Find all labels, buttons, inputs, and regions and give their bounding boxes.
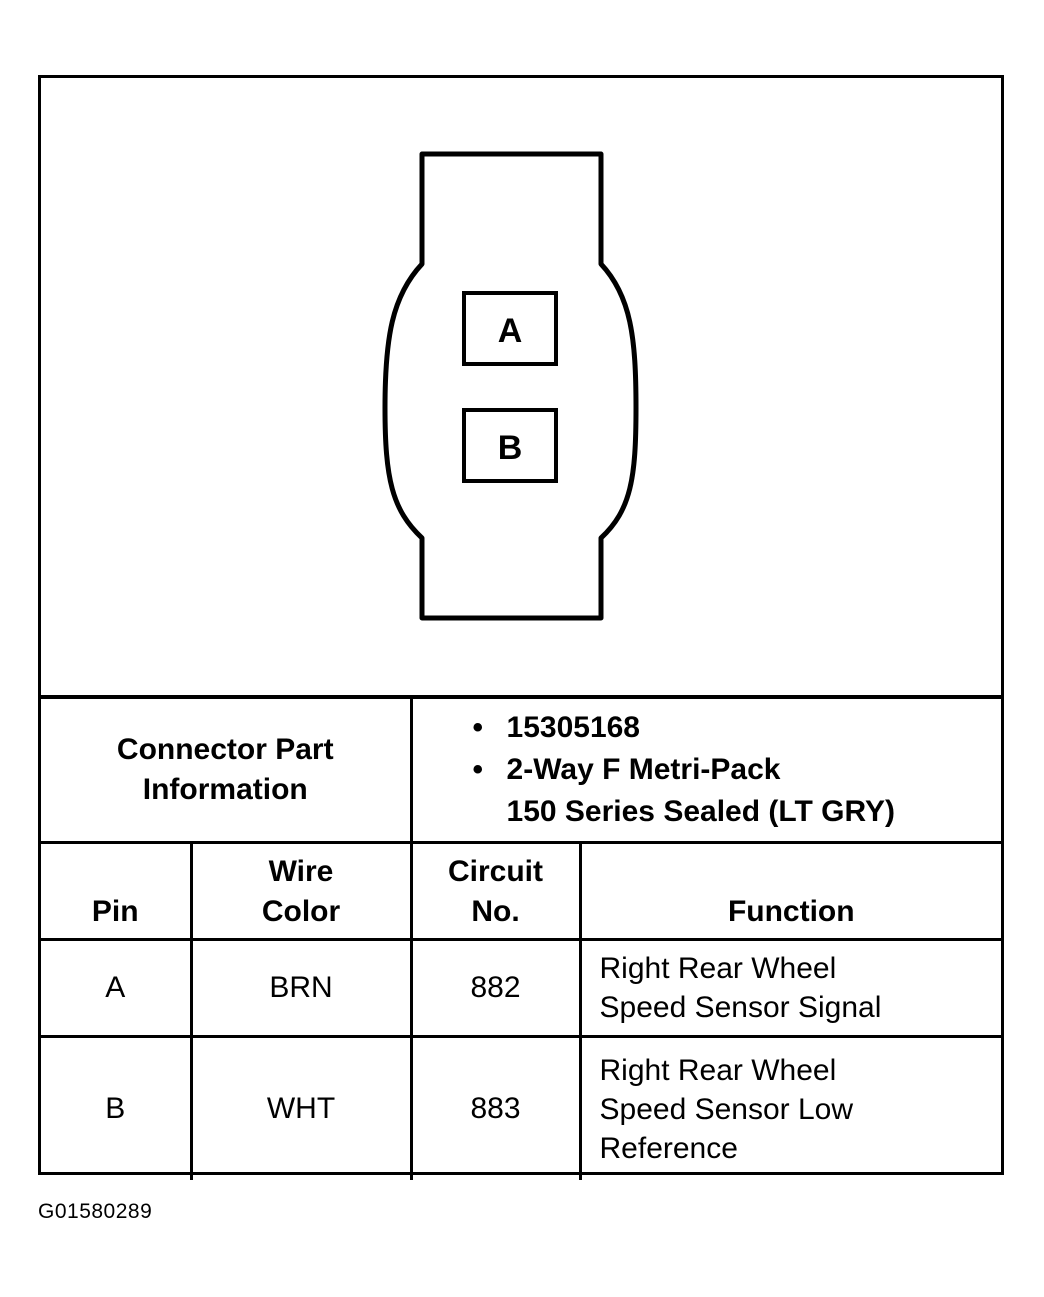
connector-info-table: [41, 695, 1001, 1180]
bullet-icon: •: [472, 753, 484, 786]
connector-diagram-frame: [38, 75, 1004, 1175]
part-info-label: [41, 697, 411, 843]
header-pin: [41, 843, 191, 940]
part-description-item: [473, 749, 1002, 833]
row-pin: A: [41, 940, 191, 1037]
row-circuit: 883: [411, 1037, 580, 1181]
header-circuit-line2: No.: [471, 895, 520, 928]
table-header-row: [41, 843, 1001, 940]
connector-illustration: [41, 78, 1001, 698]
header-wire-color: [191, 843, 411, 940]
bullet-icon: •: [472, 711, 484, 744]
table-row: [41, 1037, 1001, 1181]
connector-face-drawing: [41, 78, 1001, 698]
row-function-line: Right Rear Wheel: [599, 1053, 837, 1087]
part-description-line2: 150 Series Sealed (LT GRY): [506, 795, 896, 828]
table-row: [41, 940, 1001, 1037]
pin-a-label: A: [497, 312, 523, 350]
part-info-details: [411, 697, 1001, 843]
header-circuit-line1: Circuit: [448, 855, 544, 888]
row-function: [580, 1037, 1001, 1181]
row-function-line: Speed Sensor Signal: [599, 991, 882, 1024]
row-function-line: Right Rear Wheel: [599, 952, 837, 985]
row-pin: B: [41, 1037, 191, 1181]
part-info-row: [41, 697, 1001, 843]
row-wire-color: BRN: [191, 940, 411, 1037]
part-number: 15305168: [506, 711, 640, 744]
header-circuit: [411, 843, 580, 940]
header-pin-text: Pin: [91, 895, 139, 928]
figure-code: G01580289: [38, 1200, 153, 1223]
row-function: [580, 940, 1001, 1037]
part-number-item: [473, 707, 1002, 749]
part-description-line1: 2-Way F Metri-Pack: [506, 753, 781, 786]
pin-b-label: B: [497, 429, 523, 467]
header-function-text: Function: [727, 895, 855, 928]
row-wire-color: WHT: [191, 1037, 411, 1181]
part-info-label-line1: Connector Part: [116, 733, 334, 766]
row-function-line: Speed Sensor Low: [599, 1092, 854, 1126]
part-info-label-line2: Information: [142, 773, 308, 806]
header-wire-color-line2: Color: [261, 895, 341, 928]
header-function: [580, 843, 1001, 940]
header-wire-color-line1: Wire: [268, 855, 334, 888]
row-function-line: Reference: [599, 1131, 738, 1165]
row-circuit: 882: [411, 940, 580, 1037]
connector-body-outline: [385, 154, 636, 618]
